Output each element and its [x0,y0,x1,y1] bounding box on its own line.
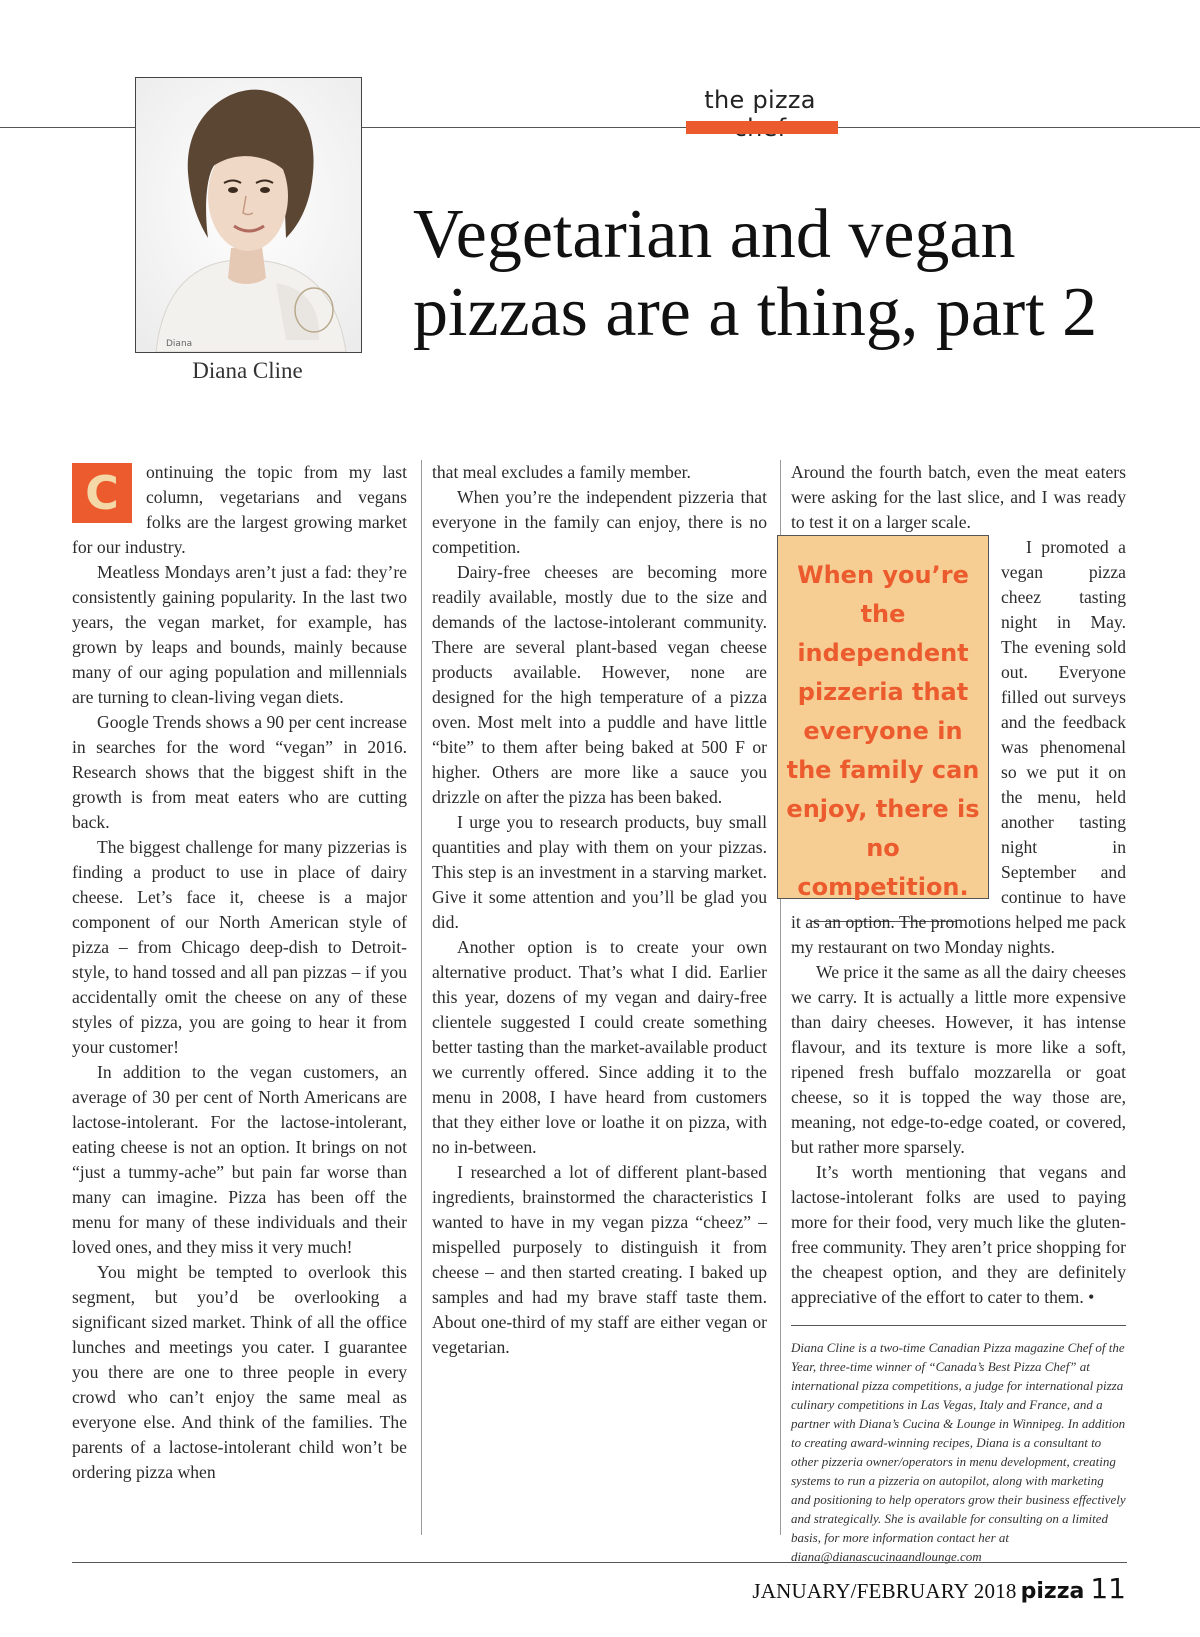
article-column-1 [72,460,407,1485]
photo-caption: Diana [166,339,193,349]
footer-magazine-name: pizza [1020,1579,1085,1604]
footer-issue-date: JANUARY/FEBRUARY 2018 [752,1579,1017,1603]
article-paragraph: It’s worth mentioning that vegans and lactose-intolerant folks are used to paying more for their food, very much like the gluten-free community. They aren’t price shopping for the cheapest option, and they are definitely appreciative of the effort to cater to them. • [791,1162,1126,1307]
section-label: the pizza [704,86,816,114]
bio-divider [791,1325,1126,1326]
article-paragraph: C ontinuing the topic from my last column, vegetarians and vegans folks are the largest growing market for our industry. [72,462,407,557]
column-divider [421,460,422,1535]
article-paragraph: I urge you to research products, buy small quantities and play with them on your pizzas. This step is an investment in a starving market. Give it some attention and you’ll be glad you did. [432,812,767,932]
drop-cap: C [72,463,132,523]
article-headline: Vegetarian and vegan pizzas are a thing, part 2 [413,196,1098,351]
article-paragraph: Around the fourth batch, even the meat eaters were asking for the last slice, and I was ready to test it on a larger scale. [791,462,1126,532]
article-paragraph: Another option is to create your own alternative product. That’s what I did. Earlier this year, dozens of my vegan and dairy-free clientele suggested I could create something better tasting than the market-available product we currently offered. Since adding it to the menu in 2008, I have heard from customers that they either love or loathe it on pizza, with no in-between. [432,937,767,1157]
article-paragraph: We price it the same as all the dairy cheeses we carry. It is actually a little more expensive than dairy cheeses. However, it has intense flavour, and its texture is more like a soft, ripened fresh buffalo mozzarella or goat cheese, so it is topped the way those are, meaning, not edge-to-edge coated, or covered, but rather more sparsely. [791,962,1126,1157]
page-number: 11 [1090,1572,1126,1605]
article-paragraph: Dairy-free cheeses are becoming more readily available, mostly due to the size and demands of the lactose-intolerant community. There are several plant-based vegan cheese products available. However, none are designed for the high temperature of a pizza oven. Most melt into a puddle and have little “bite” to them after being baked at 500 F or higher. Others are more like a sauce you drizzle on after the pizza has been baked. [432,562,767,807]
article-paragraph: that meal excludes a family member. [432,462,691,482]
pull-quote [777,535,989,899]
author-name: Diana Cline [192,358,303,383]
article-paragraph: The biggest challenge for many pizzerias is finding a product to use in place of dairy cheese. Let’s face it, cheese is a major component of our North American style of pizza – from Chicago deep-dish to Detroit-style, to hand tossed and all pan pizzas – if you accidentally omit the cheese on any of these styles of pizza, you are going to hear it from your customer! [72,837,407,1057]
chef-portrait-photo-icon [136,78,361,352]
author-photo [135,77,362,353]
article-paragraph: Google Trends shows a 90 per cent increase in searches for the word “vegan” in 2016. Research shows that the biggest shift in the growth is from meat eaters who are cutting back. [72,712,407,832]
article-paragraph: Meatless Mondays aren’t just a fad: they’re consistently gaining popularity. In the last two years, the vegan market, for example, has grown by leaps and bounds, mainly because many of our aging population and millennials are turning to clean-living vegan diets. [72,562,407,707]
article-paragraph: In addition to the vegan customers, an average of 30 per cent of North Americans are lactose-intolerant. For the lactose-intolerant, eating cheese is not an option. It brings on not “just a tummy-ache” but pain far worse than many can imagine. Pizza has been off the menu for many of these individuals and their loved ones, and they miss it very much! [72,1062,407,1257]
article-column-2 [432,460,767,1360]
page-footer [752,1572,1126,1605]
footer-rule [72,1562,1127,1563]
article-column-3 [786,460,1126,1566]
section-accent-bar [686,121,838,134]
article-paragraph: When you’re the independent pizzeria that everyone in the family can enjoy, there is no competition. [432,487,767,557]
article-paragraph: I promoted a vegan pizza cheez tasting night in May. The evening sold out. Everyone filled out surveys and the feedback was phenomenal so we put it on the menu, held another tasting night in September and continue to have it as an option. The promotions helped me pack my restaurant on two Monday nights. [791,537,1126,957]
author-bio: Diana Cline is a two-time Canadian Pizza magazine Chef of the Year, three-time winner of “Canada’s Best Pizza Chef” at international pizza competitions, a judge for international pizza culinary competitions in Las Vegas, Italy and France, and a partner with Diana’s Cucina & Lounge in Winnipeg. In addition to creating award-winning recipes, Diana is a consultant to other pizzeria owner/operators in menu development, creating systems to run a pizzeria on autopilot, along with marketing and positioning to help operators grow their business effectively and strategically. She is available for consulting on a limited basis, for more information contact her at diana@dianascucinaandlounge.com [791,1340,1126,1564]
article-paragraph: You might be tempted to overlook this segment, but you’d be overlooking a significant sized market. Think of all the office lunches and meetings you cater. I guarantee you there are one to three people in every crowd who can’t enjoy the same meal as everyone else. And think of the families. The parents of a lactose-intolerant child won’t be ordering pizza when [72,1262,407,1482]
pull-quote-text: When you’re the independent pizzeria that everyone in the family can enjoy, there is no competition. [786,561,980,901]
article-paragraph: I researched a lot of different plant-based ingredients, brainstormed the characteristics I wanted to have in my vegan pizza “cheez” – mispelled purposely to distinguish it from cheese – and then started creating. I baked up samples and had my brave staff taste them. About one-third of my staff are either vegan or vegetarian. [432,1162,767,1357]
